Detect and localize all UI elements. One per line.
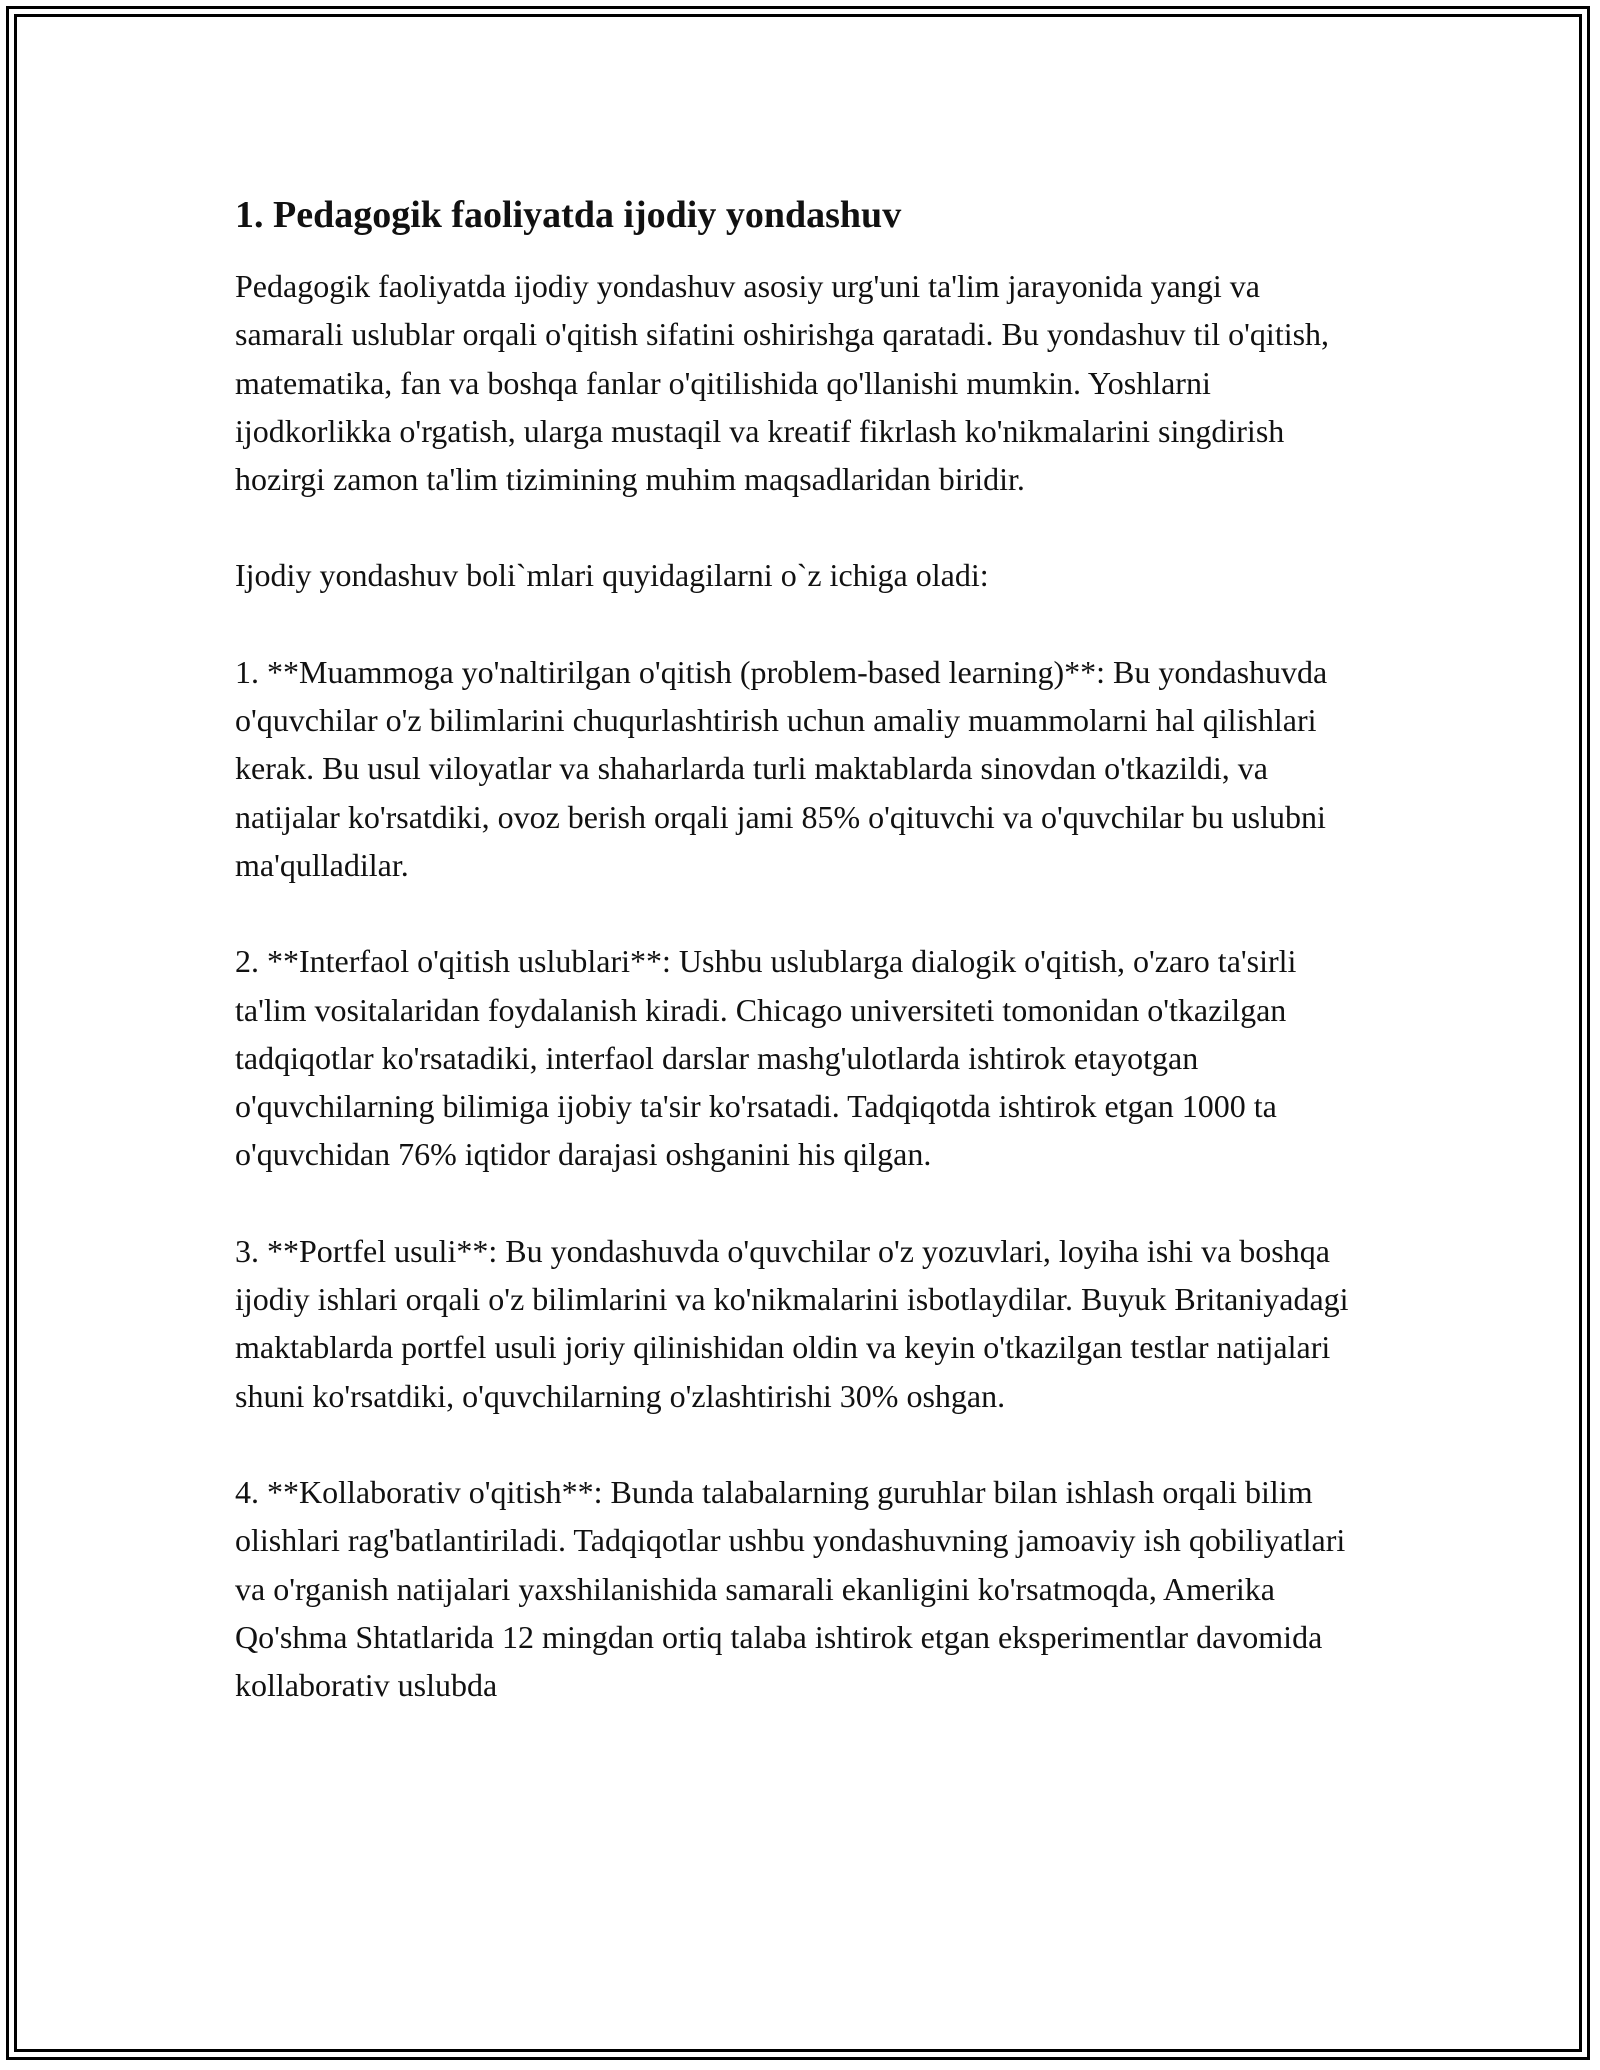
section-heading: 1. Pedagogik faoliyatda ijodiy yondashuv	[235, 194, 902, 236]
components-intro-paragraph: Ijodiy yondashuv boli`mlari quyidagilarni o`z ichiga oladi:	[235, 557, 989, 594]
list-item-collaborative-learning: 4. **Kollaborativ o'qitish**: Bunda talabalarning guruhlar bilan ishlash orqali bilim olishlari rag'batlantiriladi. Tadqiqotlar ushbu yondashuvning jamoaviy ish qobiliyatlari va o'rganish natijalari yaxshilanishida samarali ekanligini ko'rsatmoqda, Amerika Qo'shma Shtatlarida 12 mingdan ortiq talaba ishtirok etgan eksperimentlar davomida kollaborativ uslubda	[235, 1473, 1346, 1704]
intro-paragraph: Pedagogik faoliyatda ijodiy yondashuv asosiy urg'uni ta'lim jarayonida yangi va samarali uslublar orqali o'qitish sifatini oshirishga qaratadi. Bu yondashuv til o'qitish, matematika, fan va boshqa fanlar o'qitilishida qo'llanishi mumkin. Yoshlarni ijodkorlikka o'rgatish, ularga mustaqil va kreatif fikrlash ko'nikmalarini singdirish hozirgi zamon ta'lim tizimining muhim maqsadlaridan biridir.	[235, 268, 1330, 498]
list-item-interactive-methods: 2. **Interfaol o'qitish uslublari**: Ushbu uslublarga dialogik o'qitish, o'zaro ta'sirli ta'lim vositalaridan foydalanish kiradi. Chicago universiteti tomonidan o'tkazilgan tadqiqotlar ko'rsatadiki, interfaol darslar mashg'ulotlarda ishtirok etayotgan o'quvchilarning bilimiga ijobiy ta'sir ko'rsatadi. Tadqiqotda ishtirok etgan 1000 ta o'quvchidan 76% iqtidor darajasi oshganini his qilgan.	[235, 943, 1297, 1173]
list-item-portfolio-method: 3. **Portfel usuli**: Bu yondashuvda o'quvchilar o'z yozuvlari, loyiha ishi va boshqa ijodiy ishlari orqali o'z bilimlarini va ko'nikmalarini isbotlaydilar. Buyuk Britaniyadagi maktablarda portfel usuli joriy qilinishidan oldin va keyin o'tkazilgan testlar natijalari shuni ko'rsatdiki, o'quvchilarning o'zlashtirishi 30% oshgan.	[235, 1232, 1349, 1414]
list-item-problem-based-learning: 1. **Muammoga yo'naltirilgan o'qitish (problem-based learning)**: Bu yondashuvda o'quvchilar o'z bilimlarini chuqurlashtirish uchun amaliy muammolarni hal qilishlari kerak. Bu usul viloyatlar va shaharlarda turli maktablarda sinovdan o'tkazildi, va natijalar ko'rsatdiki, ovoz berish orqali jami 85% o'qituvchi va o'quvchilar bu uslubni ma'qulladilar.	[235, 653, 1328, 883]
document-body	[235, 190, 1375, 1757]
